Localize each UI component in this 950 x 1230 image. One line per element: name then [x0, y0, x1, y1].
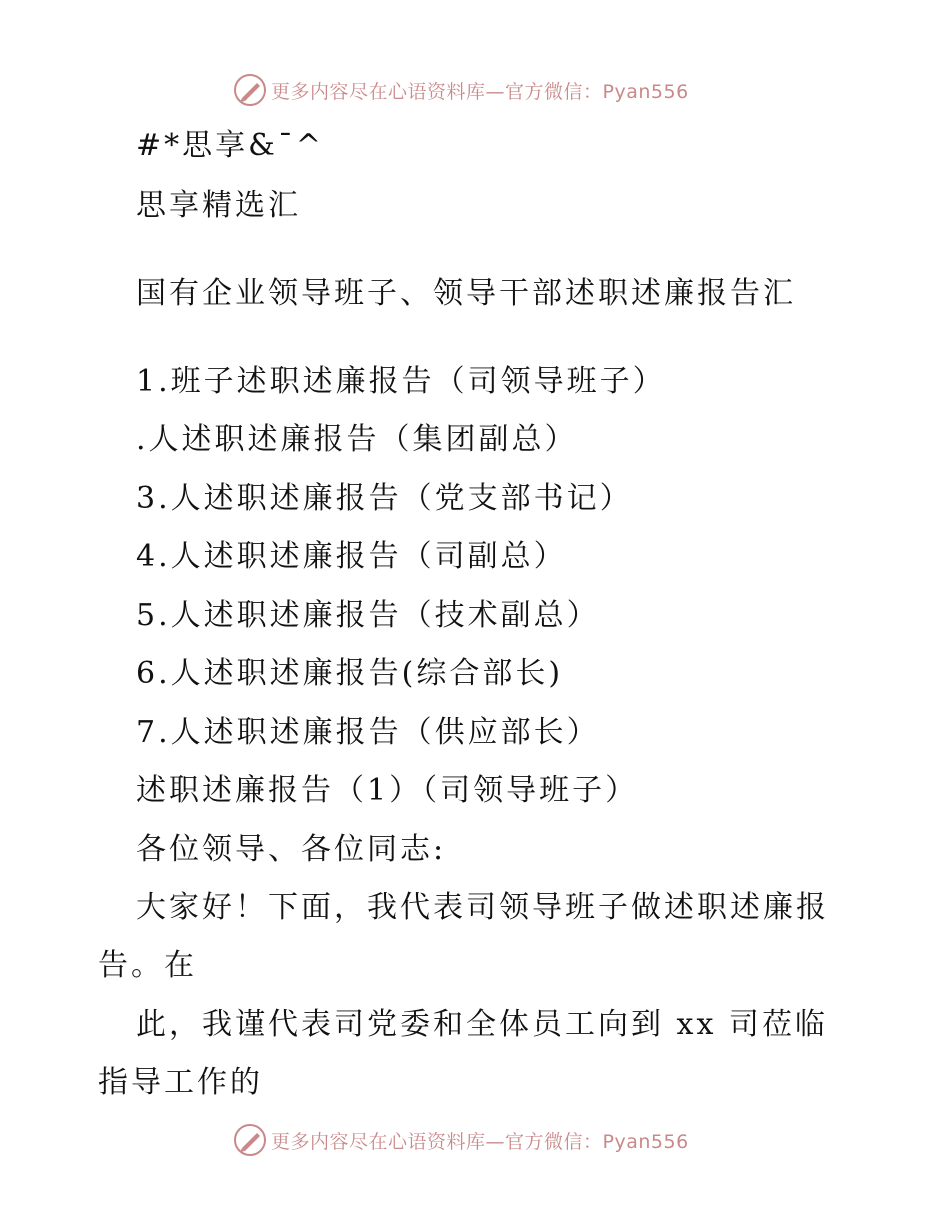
pen-logo-icon: [233, 1123, 267, 1157]
doc-line-header-code: #*思享&¯^: [136, 128, 324, 163]
body-paragraph-2: 此，我谨代表司党委和全体员工向到 xx 司莅临: [136, 1007, 828, 1042]
salutation: 各位领导、各位同志:: [136, 832, 447, 867]
watermark-footer: [233, 1122, 733, 1158]
toc-item-1: 1.班子述职述廉报告（司领导班子）: [136, 364, 666, 399]
doc-line-collection-name: 思享精选汇: [136, 188, 301, 223]
doc-line-title: 国有企业领导班子、领导干部述职述廉报告汇: [136, 276, 796, 311]
watermark-header: [233, 72, 733, 108]
toc-item-2: .人述职述廉报告（集团副总）: [136, 422, 578, 457]
toc-item-7: 7.人述职述廉报告（供应部长）: [136, 715, 600, 750]
toc-item-4: 4.人述职述廉报告（司副总）: [136, 539, 567, 574]
toc-item-3: 3.人述职述廉报告（党支部书记）: [136, 481, 633, 516]
body-paragraph-1: 大家好！下面，我代表司领导班子做述职述廉报: [136, 890, 829, 925]
toc-item-5: 5.人述职述廉报告（技术副总）: [136, 598, 600, 633]
body-paragraph-1-cont: 告。在: [98, 948, 197, 983]
toc-item-6: 6.人述职述廉报告(综合部长): [136, 656, 564, 691]
watermark-text: 更多内容尽在心语资料库—官方微信：Pyan556: [271, 80, 689, 103]
watermark-text: 更多内容尽在心语资料库—官方微信：Pyan556: [271, 1130, 689, 1153]
section-heading: 述职述廉报告（1）（司领导班子）: [136, 773, 639, 808]
pen-logo-icon: [233, 73, 267, 107]
body-paragraph-2-cont: 指导工作的: [98, 1065, 263, 1100]
